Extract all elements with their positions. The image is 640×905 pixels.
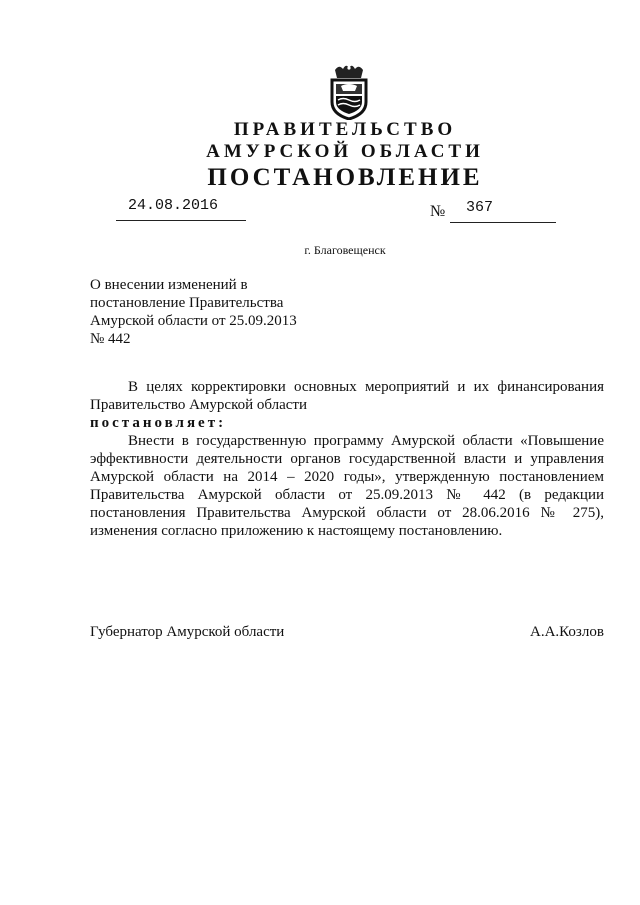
resolution-line: постановления Правительства Амурской области от 28.06.2016 № 275), <box>90 505 604 521</box>
resolution-line: изменения согласно приложению к настоящему постановлению. <box>90 523 503 539</box>
signatory-position: Губернатор Амурской области <box>90 624 285 640</box>
subject-line: постановление Правительства <box>90 295 284 311</box>
subject-line: Амурской области от 25.09.2013 <box>90 313 297 329</box>
preamble-line: Правительство Амурской области <box>90 397 308 413</box>
document-date: 24.08.2016 <box>128 197 219 214</box>
resolution-line: Амурской области на 2014 – 2020 годы», утвержденную постановлением <box>90 469 604 485</box>
number-underline <box>450 222 556 223</box>
subject-line: № 442 <box>90 331 131 347</box>
resolution-line: Правительства Амурской области от 25.09.2013 № 442 (в редакции <box>90 487 604 503</box>
signatory-name: А.А.Козлов <box>530 624 604 640</box>
city-label: г. Благовещенск <box>304 243 386 257</box>
number-sign: № <box>430 203 446 220</box>
resolution-line: эффективности деятельности органов государственной власти и управления <box>90 451 604 467</box>
document-subject <box>90 276 297 348</box>
date-underline <box>116 220 246 221</box>
document-type-title: ПОСТАНОВЛЕНИЕ <box>207 164 483 191</box>
document-body <box>90 378 604 540</box>
subject-line: О внесении изменений в <box>90 277 248 293</box>
coat-of-arms-icon <box>327 64 371 120</box>
preamble-line: В целях корректировки основных мероприятий и их финансирования <box>128 379 604 395</box>
region-title: АМУРСКОЙ ОБЛАСТИ <box>206 141 484 162</box>
resolves-label: постановляет: <box>90 415 227 431</box>
resolution-line: Внести в государственную программу Амурской области «Повышение <box>128 433 604 449</box>
document-number: 367 <box>466 199 494 216</box>
government-title: ПРАВИТЕЛЬСТВО <box>233 119 457 140</box>
